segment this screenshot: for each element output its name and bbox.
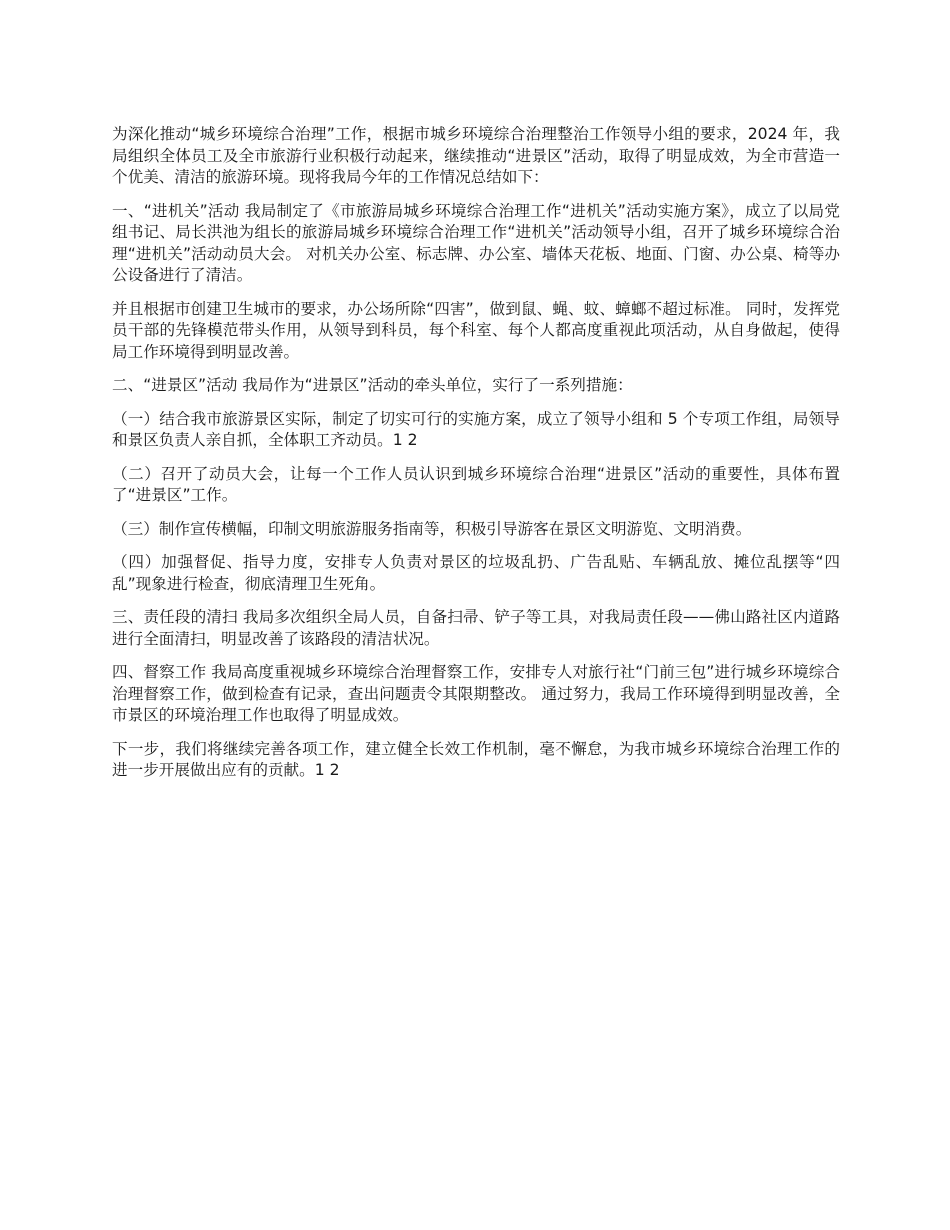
document-body [112, 124, 840, 794]
section-1-continued-paragraph: 并且根据市创建卫生城市的要求，办公场所除“四害”，做到鼠、蝇、蚊、蟑螂不超过标准。 同时，发挥党员干部的先锋模范带头作用，从领导到科员，每个科室、每个人都高度重视此项活动，从自身做起，使得局工作环境得到明显改善。 [112, 299, 840, 361]
section-1-paragraph: 一、“进机关”活动 我局制定了《市旅游局城乡环境综合治理工作“进机关”活动实施方案》，成立了以局党组书记、局长洪池为组长的旅游局城乡环境综合治理工作“进机关”活动领导小组，召开了城乡环境综合治理“进机关”活动动员大会。 对机关办公室、标志牌、办公室、墙体天花板、地面、门窗、办公桌、椅等办公设备进行了清洁。 [112, 201, 840, 284]
section-2-item-3-paragraph: （三）制作宣传横幅，印制文明旅游服务指南等，积极引导游客在景区文明游览、文明消费。 [112, 519, 752, 538]
section-2-item-4-paragraph: （四）加强督促、指导力度，安排专人负责对景区的垃圾乱扔、广告乱贴、车辆乱放、摊位乱摆等“四乱”现象进行检查，彻底清理卫生死角。 [112, 553, 840, 593]
section-3-paragraph: 三、责任段的清扫 我局多次组织全局人员，自备扫帚、铲子等工具，对我局责任段——佛山路社区内道路进行全面清扫，明显改善了该路段的清洁状况。 [112, 608, 840, 648]
closing-paragraph: 下一步，我们将继续完善各项工作，建立健全长效工作机制，毫不懈怠，为我市城乡环境综合治理工作的进一步开展做出应有的贡献。1 2 [112, 739, 840, 779]
intro-paragraph: 为深化推动“城乡环境综合治理”工作，根据市城乡环境综合治理整治工作领导小组的要求，2024 年，我局组织全体员工及全市旅游行业积极行动起来，继续推动“进景区”活动，取得了明显成效，为全市营造一个优美、清洁的旅游环境。现将我局今年的工作情况总结如下： [112, 125, 840, 186]
section-2-item-2-paragraph: （二）召开了动员大会，让每一个工作人员认识到城乡环境综合治理“进景区”活动的重要性，具体布置了“进景区”工作。 [112, 464, 840, 504]
section-2-item-1-paragraph: （一）结合我市旅游景区实际，制定了切实可行的实施方案，成立了领导小组和 5 个专项工作组，局领导和景区负责人亲自抓，全体职工齐动员。1 2 [112, 409, 840, 449]
section-2-paragraph: 二、“进景区”活动 我局作为“进景区”活动的牵头单位，实行了一系列措施： [112, 376, 633, 394]
section-4-paragraph: 四、督察工作 我局高度重视城乡环境综合治理督察工作，安排专人对旅行社“门前三包”进行城乡环境综合治理督察工作，做到检查有记录，查出问题责令其限期整改。 通过努力，我局工作环境得到明显改善，全市景区的环境治理工作也取得了明显成效。 [112, 663, 840, 724]
